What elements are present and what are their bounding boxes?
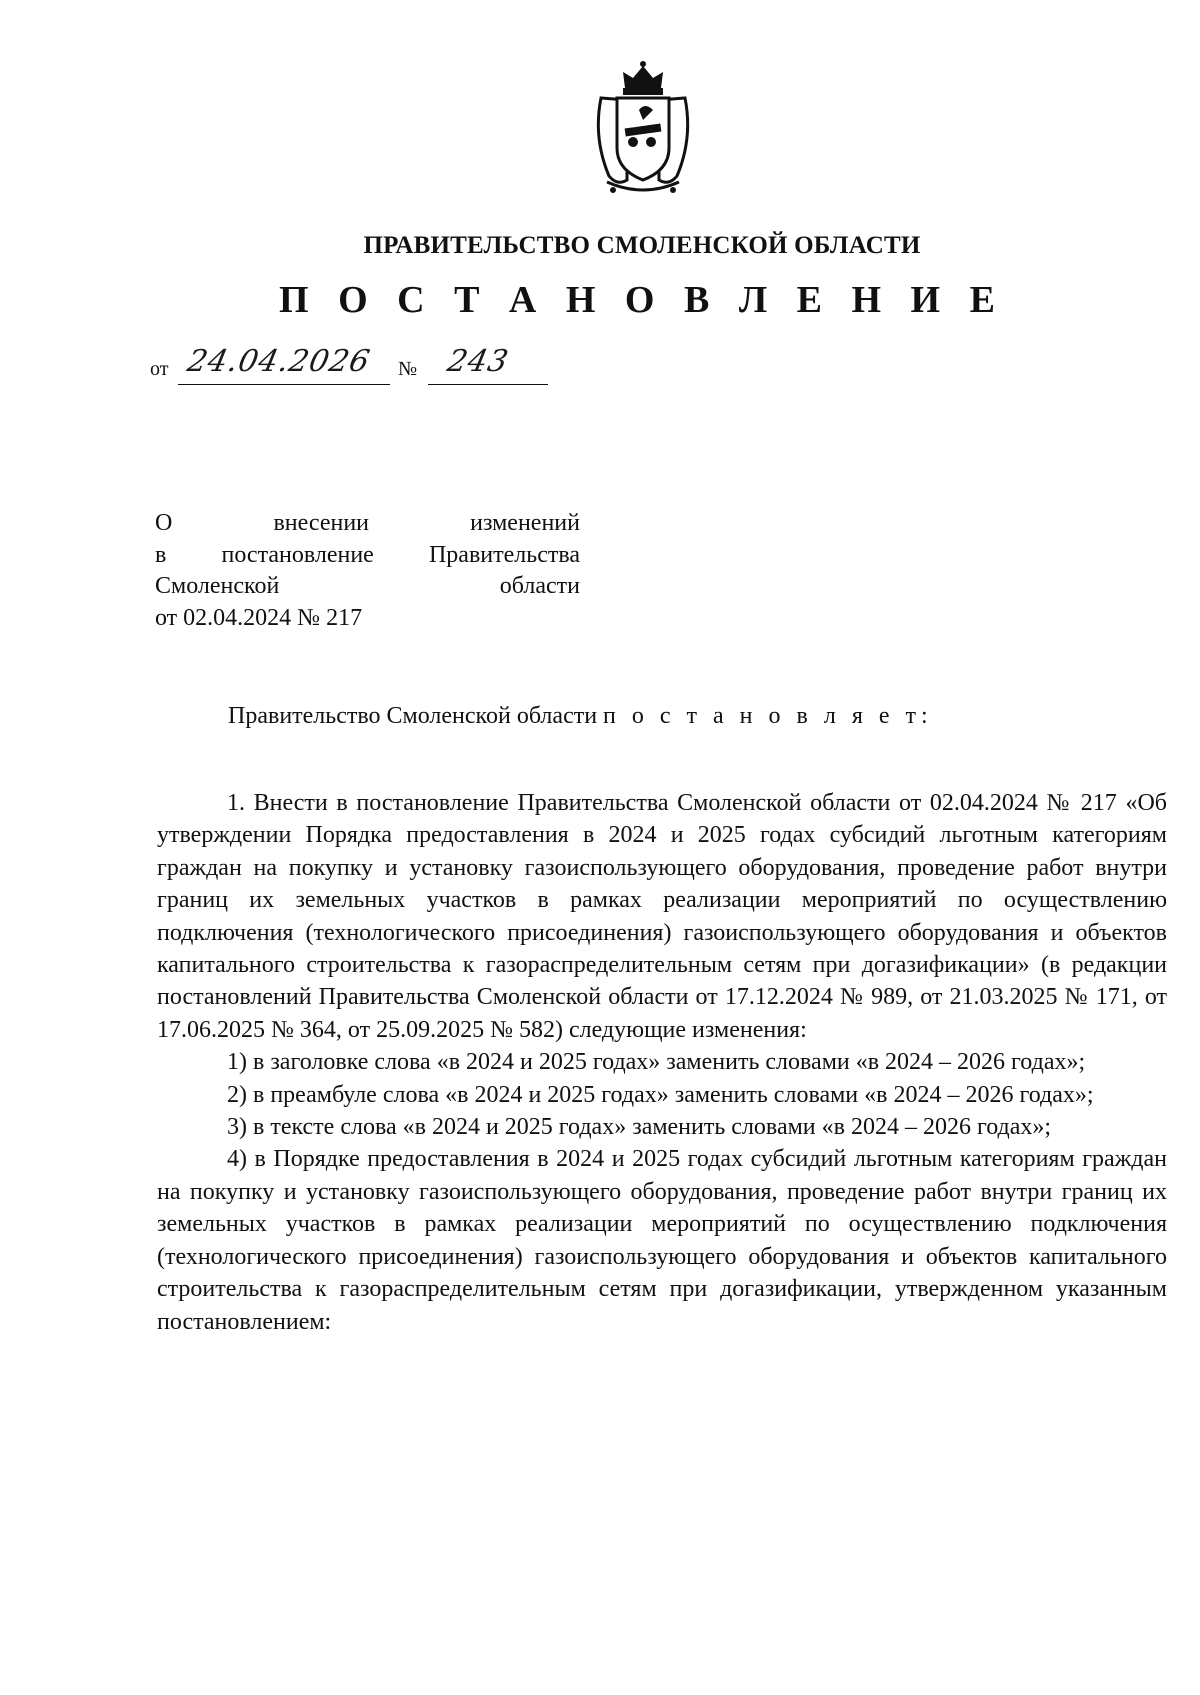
decree-paragraph: 1) в заголовке слова «в 2024 и 2025 годах» заменить словами «в 2024 – 2026 годах»; <box>227 1049 1086 1076</box>
organization-name: ПРАВИТЕЛЬСТВО СМОЛЕНСКОЙ ОБЛАСТИ <box>363 232 921 259</box>
subject-line: Смоленской области <box>155 573 580 599</box>
decree-intro <box>228 703 933 730</box>
subject-line: в постановление Правительства <box>155 541 580 568</box>
document-subject <box>155 508 580 634</box>
smolensk-coat-of-arms-icon <box>587 58 699 198</box>
decree-paragraph: 3) в тексте слова «в 2024 и 2025 годах» заменить словами «в 2024 – 2026 годах»; <box>227 1114 1052 1141</box>
subject-line: от 02.04.2024 № 217 <box>155 604 363 631</box>
decree-paragraph: 1. Внести в постановление Правительства Смоленской области от 02.04.2024 № 217 «Об утверждении Порядка предоставления в 2024 и 2025 годах субсидий льготным категориям граждан на покупку и установку газоиспользующего оборудования, проведение работ внутри границ их земельных участков в рамках реализации мероприятий по осуществлению подключения (технологического присоединения) газоиспользующего оборудования и объектов капитального строительства к газораспределительным сетям при догазификации» (в редакции постановлений Правительства Смоленской области от 17.12.2024 № 989, от 21.03.2025 № 171, от 17.06.2025 № 364, от 25.09.2025 № 582) следующие изменения: <box>157 790 1167 1043</box>
date-prefix: от <box>150 358 169 380</box>
decree-intro-text: Правительство Смоленской области <box>228 703 598 729</box>
decree-paragraph: 2) в преамбуле слова «в 2024 и 2025 годах» заменить словами «в 2024 – 2026 годах»; <box>227 1081 1094 1108</box>
number-prefix: № <box>398 358 418 380</box>
decree-body <box>157 787 1167 1338</box>
date-underline <box>178 384 390 385</box>
document-dateline <box>150 344 570 388</box>
document-type-title: П О С Т А Н О В Л Е Н И Е <box>279 279 1005 321</box>
document-number: 243 <box>444 344 512 379</box>
decree-paragraph: 4) в Порядке предоставления в 2024 и 2025 годах субсидий льготным категориям граждан на покупку и установку газоиспользующего оборудования, проведение работ внутри границ их земельных участков в рамках реализации мероприятий по осуществлению подключения (технологического присоединения) газоиспользующего оборудования и объектов капитального строительства к газораспределительным сетям при догазификации, утвержденном указанным постановлением: <box>157 1146 1167 1335</box>
document-date: 24.04.2026 <box>184 344 374 379</box>
number-underline <box>428 384 548 385</box>
subject-line: О внесении изменений <box>155 510 580 536</box>
decree-intro-verb: п о с т а н о в л я е т: <box>603 703 933 729</box>
